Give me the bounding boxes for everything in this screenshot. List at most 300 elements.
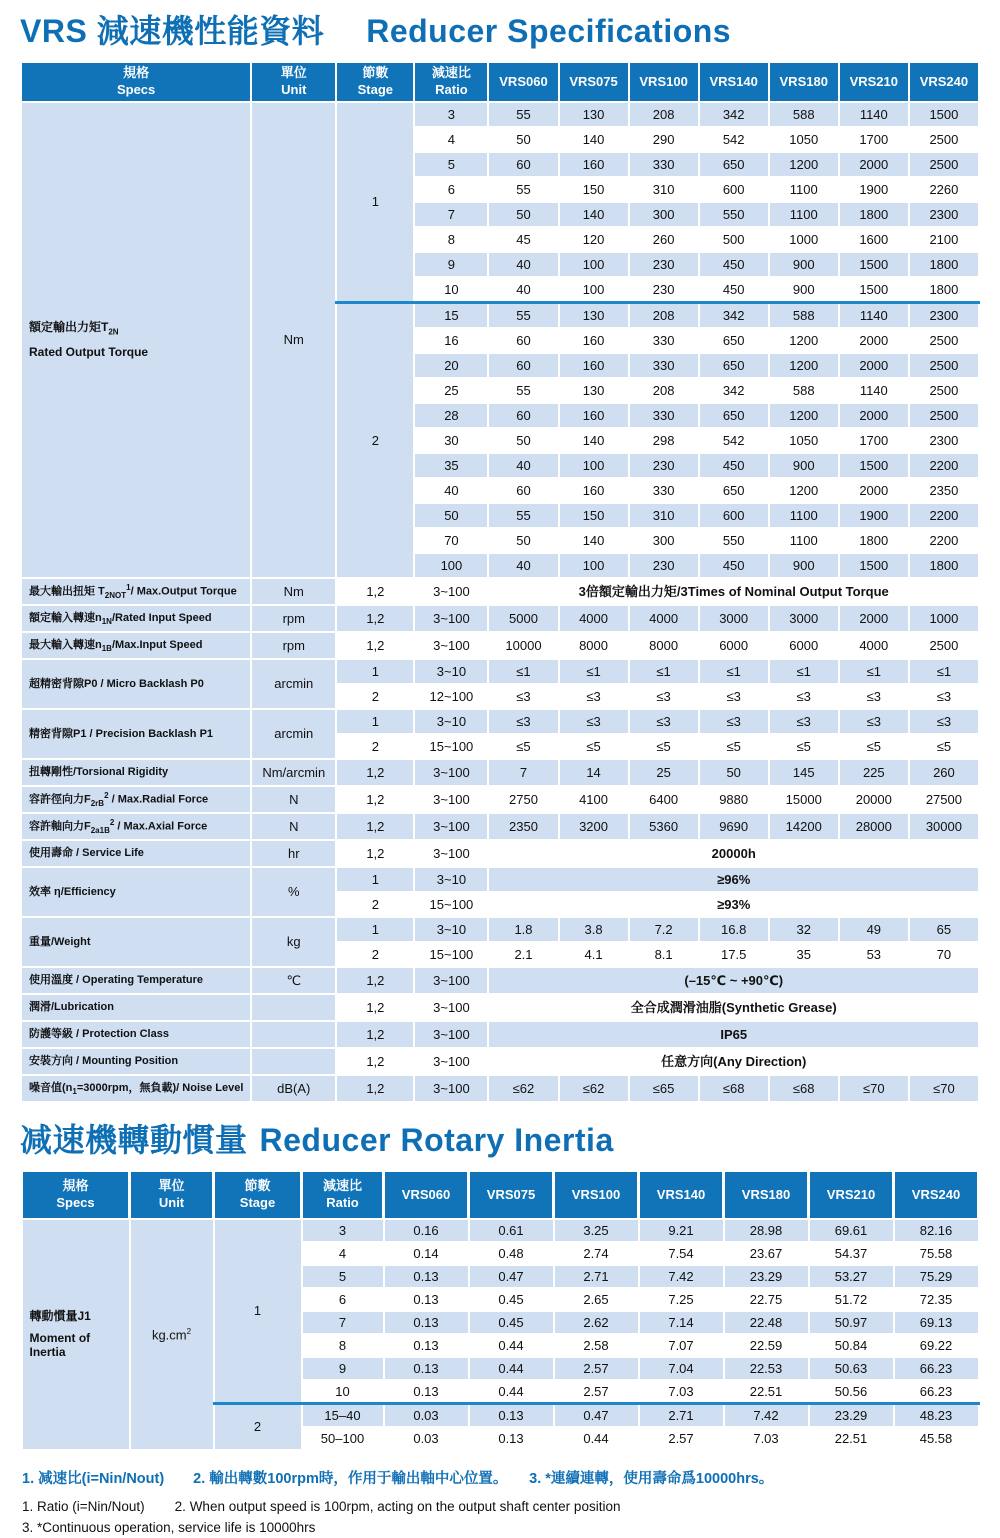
value-cell: ≤1 xyxy=(559,659,629,684)
spec-label-cell: 最大輸出扭矩 $T_{2NOT}^1/$ Max.Output Torque xyxy=(21,578,251,605)
value-cell: 20000 xyxy=(839,786,909,813)
value-cell: 3.25 xyxy=(554,1219,639,1242)
unit-cell: $kg.cm^2$ xyxy=(130,1219,214,1450)
ratio-cell: 3~100 xyxy=(414,1021,488,1048)
value-cell: 72.35 xyxy=(894,1288,979,1311)
value-cell: 1500 xyxy=(839,252,909,277)
value-cell: 1800 xyxy=(839,202,909,227)
ratio-cell: 50–100 xyxy=(302,1427,384,1450)
value-cell: 2500 xyxy=(909,127,979,152)
value-cell: 50 xyxy=(488,528,558,553)
table-header xyxy=(22,1171,979,1219)
stage-cell: 1,2 xyxy=(336,578,414,605)
value-cell: ≤68 xyxy=(769,1075,839,1102)
value-cell: 2000 xyxy=(839,328,909,353)
value-cell: 17.5 xyxy=(699,942,769,967)
value-cell: ≤5 xyxy=(769,734,839,759)
value-cell: 100 xyxy=(559,277,629,303)
ratio-cell: 9 xyxy=(302,1357,384,1380)
ratio-cell: 3~100 xyxy=(414,786,488,813)
value-cell: 1800 xyxy=(839,528,909,553)
value-cell: 6400 xyxy=(629,786,699,813)
value-cell: 120 xyxy=(559,227,629,252)
model-header-vrs060: VRS060 xyxy=(488,62,558,102)
value-cell: 4000 xyxy=(839,632,909,659)
value-cell: 588 xyxy=(769,378,839,403)
value-cell: ≤5 xyxy=(909,734,979,759)
ratio-cell: 3~100 xyxy=(414,632,488,659)
value-cell: ≤1 xyxy=(909,659,979,684)
value-cell: ≤68 xyxy=(699,1075,769,1102)
spec-label-cell: 防護等級 / Protection Class xyxy=(21,1021,251,1048)
ratio-cell: 10 xyxy=(414,277,488,303)
value-cell: 48.23 xyxy=(894,1404,979,1428)
spec-label-cell: 安裝方向 / Mounting Position xyxy=(21,1048,251,1075)
value-cell: 7.42 xyxy=(639,1265,724,1288)
value-cell: 230 xyxy=(629,277,699,303)
ratio-cell: 6 xyxy=(302,1288,384,1311)
value-cell: 55 xyxy=(488,303,558,329)
value-cell: 2.71 xyxy=(639,1404,724,1428)
ratio-cell: 9 xyxy=(414,252,488,277)
value-cell: ≤3 xyxy=(839,709,909,734)
spec-label-cell: 超精密背隙P0 / Micro Backlash P0 xyxy=(21,659,251,709)
value-cell: 50.97 xyxy=(809,1311,894,1334)
value-cell: 0.13 xyxy=(384,1334,469,1357)
value-cell: 0.13 xyxy=(384,1357,469,1380)
value-cell: ≤3 xyxy=(769,709,839,734)
ratio-cell: 4 xyxy=(414,127,488,152)
value-cell: ≤5 xyxy=(629,734,699,759)
stage-cell: 2 xyxy=(336,942,414,967)
value-cell: 2500 xyxy=(909,378,979,403)
inertia-title-en: Reducer Rotary Inertia xyxy=(259,1122,614,1159)
stage-cell: 1 xyxy=(336,709,414,734)
value-cell: 22.75 xyxy=(724,1288,809,1311)
value-cell: 7.04 xyxy=(639,1357,724,1380)
value-cell: 7.03 xyxy=(639,1380,724,1404)
value-cell: 1700 xyxy=(839,428,909,453)
value-cell: 40 xyxy=(488,553,558,578)
ratio-cell: 3~10 xyxy=(414,709,488,734)
unit-cell: kg xyxy=(251,917,336,967)
value-cell: 1800 xyxy=(909,553,979,578)
value-cell: 2500 xyxy=(909,152,979,177)
value-cell: 2500 xyxy=(909,403,979,428)
stage-cell: 1 xyxy=(214,1219,302,1404)
stage-header: 節數 Stage xyxy=(336,62,414,102)
value-cell: 50 xyxy=(488,202,558,227)
footnote-zh: 1. 减速比(i=Nin/Nout) 2. 輸出轉數100rpm時，作用于輸出軸中心位置。 3. *連續連轉，使用壽命爲10000hrs。 xyxy=(22,1471,774,1488)
stage-cell: 1 xyxy=(336,102,414,303)
spec-label-cell: 精密背隙P1 / Precision Backlash P1 xyxy=(21,709,251,759)
stage-cell: 1 xyxy=(336,917,414,942)
value-cell: 160 xyxy=(559,152,629,177)
table-row xyxy=(21,917,979,942)
table-row xyxy=(21,659,979,684)
value-cell: 2.65 xyxy=(554,1288,639,1311)
spec-label-cell: 轉動慣量J1 Moment of Inertia xyxy=(22,1219,130,1450)
value-cell: 3000 xyxy=(699,605,769,632)
value-cell: 15000 xyxy=(769,786,839,813)
value-cell: ≤3 xyxy=(769,684,839,709)
ratio-cell: 25 xyxy=(414,378,488,403)
value-cell: 2750 xyxy=(488,786,558,813)
merged-value-cell: 3倍額定輸出力矩/3Times of Nominal Output Torque xyxy=(488,578,979,605)
stage-cell: 1,2 xyxy=(336,994,414,1021)
value-cell: 0.45 xyxy=(469,1311,554,1334)
ratio-cell: 30 xyxy=(414,428,488,453)
value-cell: ≤5 xyxy=(699,734,769,759)
value-cell: 230 xyxy=(629,553,699,578)
stage-cell: 2 xyxy=(336,734,414,759)
value-cell: 1200 xyxy=(769,353,839,378)
value-cell: 2.1 xyxy=(488,942,558,967)
value-cell: ≤70 xyxy=(909,1075,979,1102)
table-row xyxy=(21,605,979,632)
value-cell: 208 xyxy=(629,102,699,127)
value-cell: 60 xyxy=(488,353,558,378)
value-cell: 650 xyxy=(699,403,769,428)
value-cell: 100 xyxy=(559,453,629,478)
value-cell: 23.29 xyxy=(809,1404,894,1428)
value-cell: ≤1 xyxy=(699,659,769,684)
value-cell: 1200 xyxy=(769,152,839,177)
value-cell: ≤5 xyxy=(839,734,909,759)
ratio-cell: 15~100 xyxy=(414,892,488,917)
inertia-section-title xyxy=(20,1123,980,1158)
value-cell: 140 xyxy=(559,127,629,152)
spec-label-cell: 效率 η/Efficiency xyxy=(21,867,251,917)
value-cell: 10000 xyxy=(488,632,558,659)
value-cell: 542 xyxy=(699,127,769,152)
value-cell: 150 xyxy=(559,177,629,202)
value-cell: 160 xyxy=(559,353,629,378)
ratio-cell: 3~10 xyxy=(414,659,488,684)
value-cell: 300 xyxy=(629,202,699,227)
value-cell: 50 xyxy=(488,127,558,152)
value-cell: 0.44 xyxy=(469,1357,554,1380)
ratio-cell: 3~100 xyxy=(414,605,488,632)
ratio-cell: 16 xyxy=(414,328,488,353)
value-cell: 82.16 xyxy=(894,1219,979,1242)
stage-cell: 2 xyxy=(336,892,414,917)
value-cell: 900 xyxy=(769,277,839,303)
value-cell: 600 xyxy=(699,503,769,528)
value-cell: 100 xyxy=(559,252,629,277)
footnote-en-line2: 3. *Continuous operation, service life is 10000hrs xyxy=(22,1519,316,1535)
merged-value-cell: 任意方向(Any Direction) xyxy=(488,1048,979,1075)
table-row xyxy=(21,1021,979,1048)
stage-cell: 1,2 xyxy=(336,1021,414,1048)
ratio-cell: 5 xyxy=(302,1265,384,1288)
merged-value-cell: ≥96% xyxy=(488,867,979,892)
stage-cell: 1,2 xyxy=(336,1075,414,1102)
value-cell: 7 xyxy=(488,759,558,786)
value-cell: ≤3 xyxy=(488,684,558,709)
value-cell: 0.13 xyxy=(469,1404,554,1428)
value-cell: 2.57 xyxy=(554,1380,639,1404)
value-cell: ≤3 xyxy=(559,684,629,709)
unit-cell xyxy=(251,1048,336,1075)
value-cell: 2.57 xyxy=(554,1357,639,1380)
value-cell: 140 xyxy=(559,528,629,553)
value-cell: 342 xyxy=(699,378,769,403)
value-cell: 2000 xyxy=(839,403,909,428)
spec-label-cell: 最大輸入轉速$n_{1B}/Max.Input$ Speed xyxy=(21,632,251,659)
value-cell: 9880 xyxy=(699,786,769,813)
model-header-vrs240: VRS240 xyxy=(909,62,979,102)
value-cell: 2000 xyxy=(839,605,909,632)
value-cell: 1500 xyxy=(839,277,909,303)
value-cell: 140 xyxy=(559,202,629,227)
value-cell: 1140 xyxy=(839,378,909,403)
model-header-vrs210: VRS210 xyxy=(839,62,909,102)
value-cell: 130 xyxy=(559,303,629,329)
unit-cell: hr xyxy=(251,840,336,867)
value-cell: 0.03 xyxy=(384,1404,469,1428)
value-cell: 1200 xyxy=(769,328,839,353)
table-row xyxy=(21,1048,979,1075)
value-cell: 2.74 xyxy=(554,1242,639,1265)
unit-cell: arcmin xyxy=(251,709,336,759)
value-cell: 130 xyxy=(559,378,629,403)
value-cell: ≤3 xyxy=(629,684,699,709)
value-cell: 3.8 xyxy=(559,917,629,942)
value-cell: 650 xyxy=(699,353,769,378)
value-cell: 1100 xyxy=(769,177,839,202)
value-cell: 1200 xyxy=(769,403,839,428)
value-cell: 55 xyxy=(488,177,558,202)
value-cell: 60 xyxy=(488,403,558,428)
value-cell: 55 xyxy=(488,503,558,528)
value-cell: 75.29 xyxy=(894,1265,979,1288)
value-cell: 45 xyxy=(488,227,558,252)
value-cell: 650 xyxy=(699,478,769,503)
unit-cell: N xyxy=(251,786,336,813)
header-row xyxy=(22,1171,979,1219)
unit-cell: N xyxy=(251,813,336,840)
model-header-vrs240: VRS240 xyxy=(894,1171,979,1219)
value-cell: 6000 xyxy=(699,632,769,659)
value-cell: 342 xyxy=(699,303,769,329)
stage-cell: 2 xyxy=(336,684,414,709)
value-cell: 150 xyxy=(559,503,629,528)
value-cell: 4000 xyxy=(559,605,629,632)
value-cell: 2500 xyxy=(909,328,979,353)
value-cell: 69.13 xyxy=(894,1311,979,1334)
value-cell: 8000 xyxy=(559,632,629,659)
value-cell: 40 xyxy=(488,453,558,478)
value-cell: 100 xyxy=(559,553,629,578)
unit-cell: dB(A) xyxy=(251,1075,336,1102)
value-cell: 3000 xyxy=(769,605,839,632)
spec-label-cell: 扭轉剛性/Torsional Rigidity xyxy=(21,759,251,786)
value-cell: 450 xyxy=(699,453,769,478)
value-cell: 1800 xyxy=(909,277,979,303)
value-cell: 0.47 xyxy=(469,1265,554,1288)
value-cell: 69.61 xyxy=(809,1219,894,1242)
ratio-cell: 3~100 xyxy=(414,578,488,605)
value-cell: 2200 xyxy=(909,503,979,528)
model-header-vrs180: VRS180 xyxy=(724,1171,809,1219)
table-row xyxy=(21,1075,979,1102)
value-cell: 1050 xyxy=(769,428,839,453)
value-cell: 650 xyxy=(699,328,769,353)
value-cell: 225 xyxy=(839,759,909,786)
value-cell: 2500 xyxy=(909,632,979,659)
ratio-cell: 8 xyxy=(414,227,488,252)
value-cell: 53 xyxy=(839,942,909,967)
value-cell: 7.2 xyxy=(629,917,699,942)
value-cell: 69.22 xyxy=(894,1334,979,1357)
stage-cell: 1,2 xyxy=(336,967,414,994)
value-cell: 330 xyxy=(629,478,699,503)
ratio-cell: 10 xyxy=(302,1380,384,1404)
value-cell: 55 xyxy=(488,378,558,403)
value-cell: 2200 xyxy=(909,453,979,478)
value-cell: ≤3 xyxy=(488,709,558,734)
value-cell: 450 xyxy=(699,277,769,303)
spec-label-cell: 額定輸入轉速$n_{1N}$/Rated Input Speed xyxy=(21,605,251,632)
value-cell: 1140 xyxy=(839,102,909,127)
value-cell: 208 xyxy=(629,303,699,329)
value-cell: 4.1 xyxy=(559,942,629,967)
ratio-cell: 3~100 xyxy=(414,994,488,1021)
value-cell: 260 xyxy=(629,227,699,252)
stage-cell: 1,2 xyxy=(336,759,414,786)
value-cell: 23.67 xyxy=(724,1242,809,1265)
ratio-cell: 35 xyxy=(414,453,488,478)
value-cell: 500 xyxy=(699,227,769,252)
value-cell: 160 xyxy=(559,328,629,353)
value-cell: 70 xyxy=(909,942,979,967)
merged-value-cell: 20000h xyxy=(488,840,979,867)
ratio-cell: 40 xyxy=(414,478,488,503)
value-cell: 8000 xyxy=(629,632,699,659)
value-cell: ≤3 xyxy=(629,709,699,734)
value-cell: 2000 xyxy=(839,478,909,503)
value-cell: 600 xyxy=(699,177,769,202)
spec-section-title xyxy=(20,14,980,49)
ratio-cell: 15~100 xyxy=(414,942,488,967)
spec-label-cell: 容許軸向力$F_{2a1B}^2$ / Max.Axial Force xyxy=(21,813,251,840)
table-body xyxy=(21,102,979,1102)
value-cell: ≤5 xyxy=(488,734,558,759)
ratio-cell: 15~100 xyxy=(414,734,488,759)
value-cell: 260 xyxy=(909,759,979,786)
value-cell: 5000 xyxy=(488,605,558,632)
value-cell: 290 xyxy=(629,127,699,152)
value-cell: 1050 xyxy=(769,127,839,152)
value-cell: 28.98 xyxy=(724,1219,809,1242)
value-cell: 300 xyxy=(629,528,699,553)
spec-label-cell: 潤滑/Lubrication xyxy=(21,994,251,1021)
ratio-cell: 100 xyxy=(414,553,488,578)
value-cell: 0.48 xyxy=(469,1242,554,1265)
value-cell: 900 xyxy=(769,453,839,478)
value-cell: ≤1 xyxy=(769,659,839,684)
stage-cell: 1,2 xyxy=(336,813,414,840)
value-cell: 1700 xyxy=(839,127,909,152)
spec-label-cell: 使用壽命 / Service Life xyxy=(21,840,251,867)
value-cell: 0.44 xyxy=(469,1334,554,1357)
model-header-vrs100: VRS100 xyxy=(629,62,699,102)
value-cell: 50 xyxy=(699,759,769,786)
value-cell: 75.58 xyxy=(894,1242,979,1265)
ratio-cell: 3~100 xyxy=(414,1075,488,1102)
value-cell: 1200 xyxy=(769,478,839,503)
stage-cell: 2 xyxy=(336,303,414,579)
value-cell: 2350 xyxy=(909,478,979,503)
value-cell: 230 xyxy=(629,453,699,478)
rotary-inertia-table xyxy=(20,1170,980,1451)
value-cell: ≤1 xyxy=(839,659,909,684)
value-cell: 2.57 xyxy=(639,1427,724,1450)
unit-cell: Nm/arcmin xyxy=(251,759,336,786)
table-header xyxy=(21,62,979,102)
value-cell: 2500 xyxy=(909,353,979,378)
value-cell: 0.13 xyxy=(384,1311,469,1334)
unit-cell: Nm xyxy=(251,102,336,578)
value-cell: 160 xyxy=(559,478,629,503)
unit-cell: arcmin xyxy=(251,659,336,709)
value-cell: 0.13 xyxy=(469,1427,554,1450)
value-cell: 4100 xyxy=(559,786,629,813)
table-row xyxy=(22,1219,979,1242)
value-cell: 7.42 xyxy=(724,1404,809,1428)
value-cell: 54.37 xyxy=(809,1242,894,1265)
spec-label-cell: 使用溫度 / Operating Temperature xyxy=(21,967,251,994)
value-cell: 7.03 xyxy=(724,1427,809,1450)
value-cell: 2300 xyxy=(909,428,979,453)
value-cell: 0.16 xyxy=(384,1219,469,1242)
value-cell: 330 xyxy=(629,403,699,428)
value-cell: 298 xyxy=(629,428,699,453)
unit-cell: rpm xyxy=(251,632,336,659)
value-cell: 330 xyxy=(629,328,699,353)
value-cell: 1000 xyxy=(769,227,839,252)
value-cell: 5360 xyxy=(629,813,699,840)
value-cell: 1900 xyxy=(839,177,909,202)
ratio-cell: 5 xyxy=(414,152,488,177)
ratio-cell: 7 xyxy=(414,202,488,227)
stage-cell: 1 xyxy=(336,659,414,684)
ratio-cell: 3~100 xyxy=(414,1048,488,1075)
value-cell: 55 xyxy=(488,102,558,127)
value-cell: 2300 xyxy=(909,303,979,329)
ratio-cell: 3~100 xyxy=(414,813,488,840)
ratio-cell: 7 xyxy=(302,1311,384,1334)
spec-title-en: Reducer Specifications xyxy=(366,13,732,49)
value-cell: 60 xyxy=(488,152,558,177)
ratio-cell: 3~10 xyxy=(414,867,488,892)
stage-cell: 1,2 xyxy=(336,1048,414,1075)
table-row xyxy=(21,578,979,605)
ratio-cell: 3~10 xyxy=(414,917,488,942)
merged-value-cell: ≥93% xyxy=(488,892,979,917)
model-header-vrs075: VRS075 xyxy=(469,1171,554,1219)
ratio-cell: 20 xyxy=(414,353,488,378)
value-cell: 2.58 xyxy=(554,1334,639,1357)
value-cell: 1500 xyxy=(839,553,909,578)
value-cell: 1900 xyxy=(839,503,909,528)
value-cell: 25 xyxy=(629,759,699,786)
unit-cell: ℃ xyxy=(251,967,336,994)
value-cell: 23.29 xyxy=(724,1265,809,1288)
unit-cell: rpm xyxy=(251,605,336,632)
value-cell: 14200 xyxy=(769,813,839,840)
